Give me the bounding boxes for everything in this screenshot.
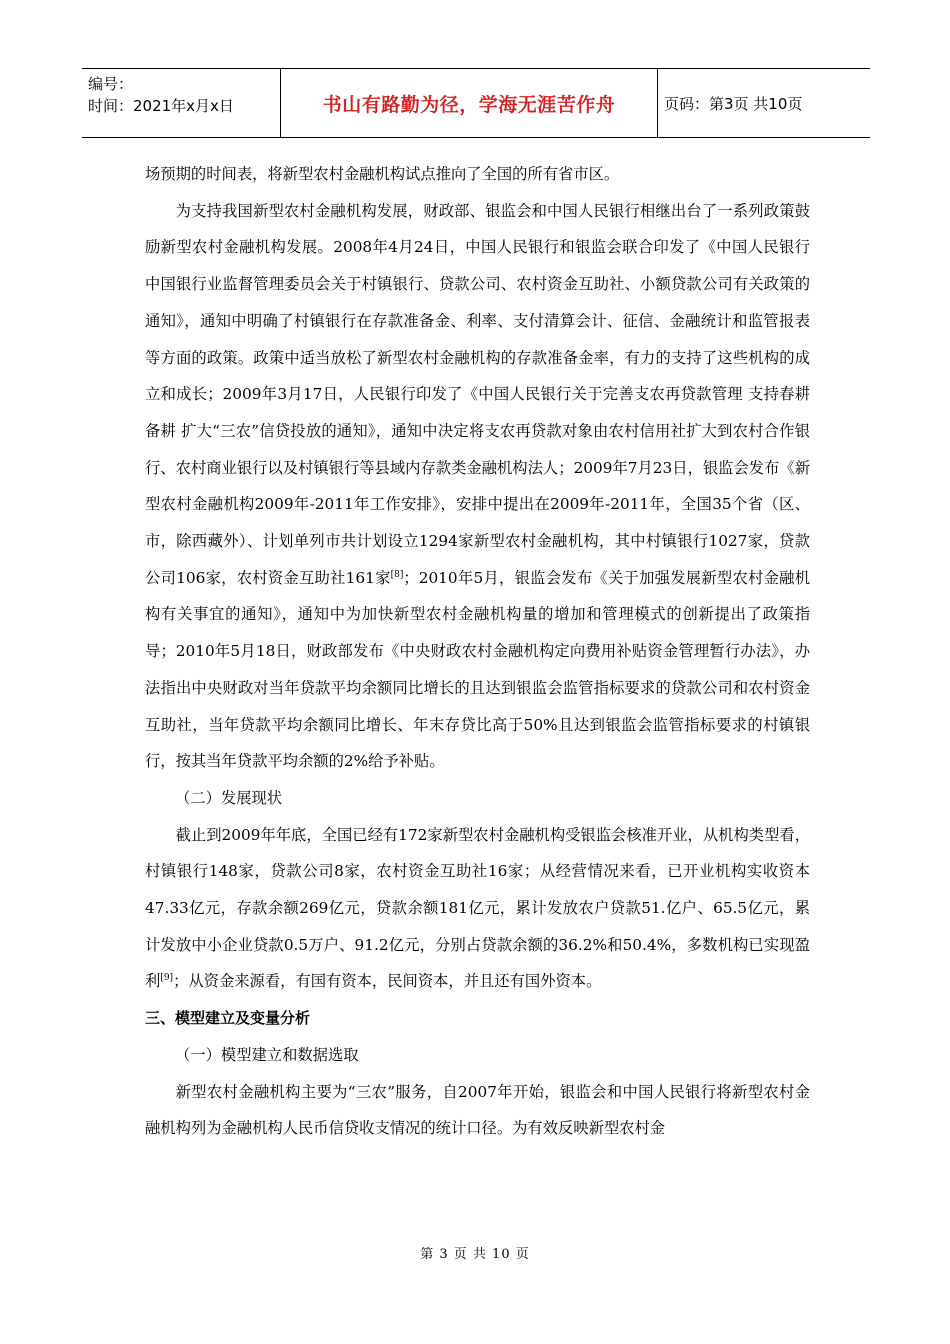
section-heading: 三、模型建立及变量分析: [145, 1009, 311, 1028]
citation-ref: [8]: [390, 569, 404, 580]
subheading-model: （一）模型建立和数据选取: [175, 1045, 359, 1064]
paragraph-text: ；从资金来源看，有国有资本，民间资本，并且还有国外资本。: [173, 972, 602, 991]
header-motto: 书山有路勤为径，学海无涯苦作舟: [280, 69, 658, 137]
page-header: [82, 68, 870, 138]
paragraph-policy: [145, 193, 810, 780]
document-body: [145, 156, 810, 1147]
paragraph-continuation: 场预期的时间表，将新型农村金融机构试点推向了全国的所有省市区。: [145, 165, 620, 183]
paragraph-model: 新型农村金融机构主要为“三农”服务，自2007年开始，银监会和中国人民银行将新型农村金融机构列为金融机构人民币信贷收支情况的统计口径。为有效反映新型农村金: [145, 1082, 810, 1138]
paragraph-text: 为支持我国新型农村金融机构发展，财政部、银监会和中国人民银行相继出台了一系列政策鼓励新型农村金融机构发展。2008年4月24日，中国人民银行和银监会联合印发了《中国人民银行 中国银行业监督管理委员会关于村镇银行、贷款公司、农村资金互助社、小额贷款公司有关政策的通知》，通知中明确了村镇银行在存款准备金、利率、支付清算会计、征信、金融统计和监管报表等方面的政策。政策中适当放松了新型农村金融机构的存款准备金率，有力的支持了这些机构的成立和成长；2009年3月17日，人民银行印发了《中国人民银行关于完善支农再贷款管理 支持春耕备耕 扩大“三农”信贷投放的通知》，通知中决定将支农再贷款对象由农村信用社扩大到农村合作银行、农村商业银行以及村镇银行等县域内存款类金融机构法人；2009年7月23日，银监会发布《新型农村金融机构2009年-2011年工作安排》，安排中提出在2009年-2011年，全国35个省（区、市，除西藏外）、计划单列市共计划设立1294家新型农村金融机构，其中村镇银行1027家，贷款公司106家，农村资金互助社161家: [145, 201, 810, 587]
citation-ref: [9]: [160, 973, 174, 984]
subheading-development-status: （二）发展现状: [175, 788, 283, 807]
paragraph-text: ；2010年5月，银监会发布《关于加强发展新型农村金融机构有关事宜的通知》，通知中为加快新型农村金融机构量的增加和管理模式的创新提出了政策指导；2010年5月18日，财政部发布《中央财政农村金融机构定向费用补贴资金管理暂行办法》，办法指出中央财政对当年贷款平均余额同比增长的且达到银监会监管指标要求的贷款公司和农村资金互助社，当年贷款平均余额同比增长、年末存贷比高于50%且达到银监会监管指标要求的村镇银行，按其当年贷款平均余额的2%给予补贴。: [145, 568, 810, 771]
header-page-info: 页码：第3页 共10页: [664, 94, 803, 113]
paragraph-text: 截止到2009年年底，全国已经有172家新型农村金融机构受银监会核准开业，从机构类型看，村镇银行148家，贷款公司8家，农村资金互助社16家；从经营情况来看，已开业机构实收资本47.33亿元，存款余额269亿元，贷款余额181亿元，累计发放农户贷款51.亿户、65.5亿元，累计发放中小企业贷款0.5万户、91.2亿元，分别占贷款余额的36.2%和50.4%，多数机构已实现盈利: [145, 825, 810, 991]
paragraph-status: [145, 817, 810, 1001]
document-number-label: 编号：: [88, 75, 134, 93]
header-meta: [88, 73, 234, 117]
page-footer: 第 3 页 共 10 页: [420, 1247, 530, 1262]
document-time-label: 时间：2021年x月x日: [88, 97, 234, 115]
